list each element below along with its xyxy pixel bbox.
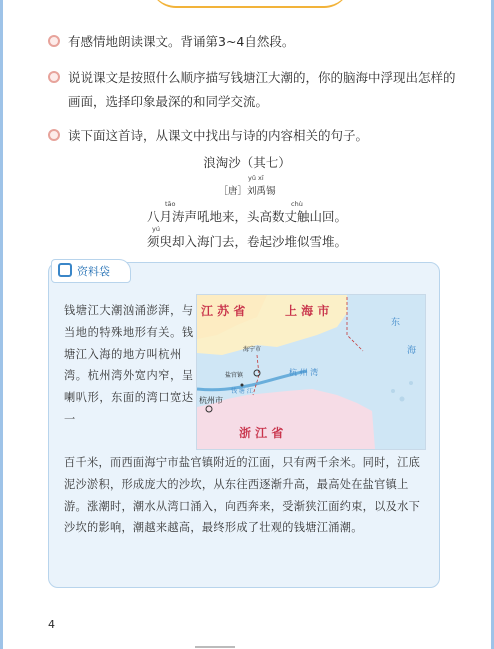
flower-bullet-icon (48, 71, 60, 83)
poem-line: 八月涛声吼地来，头高数丈触山回。 (146, 209, 347, 224)
question-text: 说说课文是按照什么顺序描写钱塘江大潮的，你的脑海中浮现出怎样的画面，选择印象最深的和同学交流。 (68, 70, 456, 109)
map-label-haining: 海宁市 (243, 346, 262, 353)
flower-bullet-icon (48, 129, 60, 141)
map-label-shanghai: 上 海 市 (285, 304, 330, 318)
map-label-hangzhou: 杭州市 (199, 396, 223, 405)
island (391, 389, 395, 393)
poem-line: 须臾却入海门去，卷起沙堆似雪堆。 (146, 234, 347, 249)
map-label-zhejiang: 浙 江 省 (239, 426, 284, 440)
question-text: 有感情地朗读课文。背诵第3~4自然段。 (68, 34, 295, 49)
map-label-hai: 海 (407, 346, 417, 356)
resource-tab (51, 259, 131, 283)
map-label-yanguan: 盐官镇 (225, 372, 244, 379)
question-1 (48, 30, 458, 54)
page-number: 4 (48, 618, 55, 631)
resource-paragraph-wrapped: 钱塘江大潮汹涌澎湃，与当地的特殊地形有关。钱塘江入海的地方叫杭州湾。杭州湾外宽内窄，呈喇叭形，东面的湾口宽达一 (64, 304, 194, 426)
book-icon (58, 263, 72, 277)
poem-title: 浪淘沙（其七） (203, 155, 291, 170)
question-3 (48, 124, 458, 148)
flower-bullet-icon (48, 35, 60, 47)
poem-author: ［唐］刘禹锡 (218, 186, 276, 197)
pinyin-annotation: tāo (165, 200, 176, 208)
map-label-dong: 东 (391, 318, 401, 328)
footer-decoration (195, 646, 235, 648)
yanguan-marker (241, 384, 244, 387)
question-2 (48, 66, 458, 114)
header-decoration (150, 0, 350, 8)
island (400, 397, 405, 402)
resource-paragraph-full: 百千米，而西面海宁市盐官镇附近的江面，只有两千余米。同时，江底泥沙淤积，形成庞大的沙坎，从东往西逐渐升高，最高处在盐官镇上游。涨潮时，潮水从湾口涌入，向西奔来，受渐狭江面约束，以及水下沙坎的影响，潮越来越高，最终形成了壮观的钱塘江涌潮。 (64, 456, 421, 535)
question-text: 读下面这首诗，从课文中找出与诗的内容相关的句子。 (68, 128, 369, 143)
pinyin-annotation: yú (152, 225, 160, 233)
map-label-hangzhou-bay: 杭 州 湾 (289, 368, 319, 377)
map-label-qiantang: 钱 塘 江 (231, 388, 253, 395)
island (409, 381, 413, 385)
page-frame-left (0, 0, 3, 649)
pinyin-annotation: yǔ xī (248, 174, 264, 182)
resource-tab-label: 资料袋 (77, 265, 110, 278)
pinyin-annotation: chù (291, 200, 303, 208)
map-label-jiangsu: 江 苏 省 (201, 304, 246, 318)
hangzhou-bay-map (196, 294, 426, 450)
